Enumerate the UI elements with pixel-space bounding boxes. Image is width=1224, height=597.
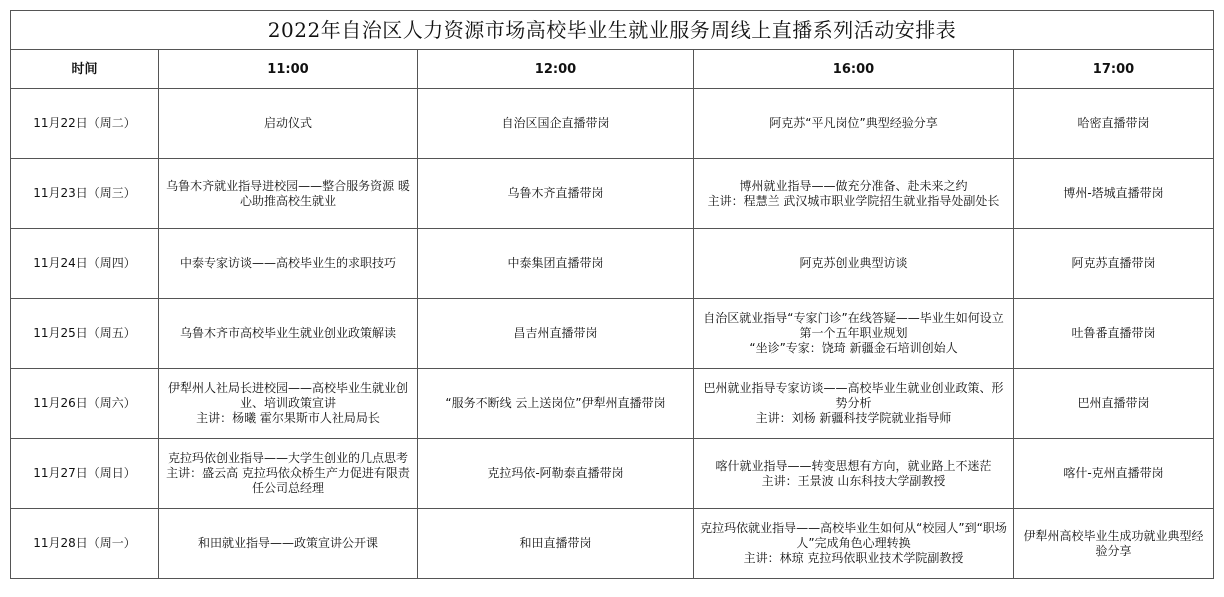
column-header-1600: 16:00 [694, 50, 1014, 89]
cell-1600 [694, 439, 1014, 509]
table-row [11, 439, 1214, 509]
activity-text: 哈密直播带岗 [1077, 116, 1150, 130]
cell-1100 [159, 299, 418, 369]
cell-1700 [1014, 369, 1214, 439]
activity-text: 博州-塔城直播带岗 [1063, 186, 1164, 200]
activity-text: “服务不断线 云上送岗位”伊犁州直播带岗 [445, 396, 666, 410]
table-title: 2022年自治区人力资源市场高校毕业生就业服务周线上直播系列活动安排表 [11, 11, 1214, 50]
activity-text: 昌吉州直播带岗 [513, 326, 598, 340]
table-row [11, 509, 1214, 579]
activity-text: 克拉玛依就业指导——高校毕业生如何从“校园人”到“职场人”完成角色心理转换 [700, 521, 1007, 550]
activity-text: 阿克苏直播带岗 [1071, 256, 1156, 270]
column-header-1700: 17:00 [1014, 50, 1214, 89]
cell-1200 [418, 89, 694, 159]
cell-1700 [1014, 159, 1214, 229]
cell-1200 [418, 229, 694, 299]
activity-text: 自治区国企直播带岗 [501, 116, 610, 130]
column-header-1100: 11:00 [159, 50, 418, 89]
activity-text: 和田直播带岗 [519, 536, 592, 550]
speaker-text: 主讲：林琼 克拉玛依职业技术学院副教授 [743, 551, 964, 565]
activity-text: 阿克苏“平凡岗位”典型经验分享 [769, 116, 938, 130]
activity-text: 克拉玛依创业指导——大学生创业的几点思考 [167, 451, 408, 465]
cell-1700 [1014, 509, 1214, 579]
activity-text: 巴州直播带岗 [1077, 396, 1150, 410]
cell-1700 [1014, 89, 1214, 159]
cell-1100 [159, 439, 418, 509]
activity-text: 阿克苏创业典型访谈 [799, 256, 908, 270]
speaker-text: 主讲：杨曦 霍尔果斯市人社局局长 [196, 411, 380, 425]
cell-1200 [418, 439, 694, 509]
column-header-time: 时间 [11, 50, 159, 89]
schedule-body [11, 11, 1214, 579]
speaker-text: 主讲：盛云高 克拉玛依众桥生产力促进有限责任公司总经理 [166, 466, 410, 495]
cell-1100 [159, 89, 418, 159]
cell-1600 [694, 159, 1014, 229]
cell-1100 [159, 159, 418, 229]
activity-text: 喀什就业指导——转变思想有方向，就业路上不迷茫 [715, 458, 992, 473]
speaker-text: 主讲：王景波 山东科技大学副教授 [761, 473, 946, 488]
activity-text: 博州就业指导——做充分准备、赴未来之约 [739, 178, 968, 193]
speaker-text: “坐诊”专家：饶琦 新疆金石培训创始人 [749, 341, 958, 355]
table-row [11, 229, 1214, 299]
date-cell: 11月23日（周三） [11, 159, 159, 229]
column-header-1200: 12:00 [418, 50, 694, 89]
speaker-text: 主讲：刘杨 新疆科技学院就业指导师 [755, 411, 952, 425]
cell-1600 [694, 89, 1014, 159]
activity-text: 乌鲁木齐市高校毕业生就业创业政策解读 [179, 326, 396, 340]
table-row [11, 299, 1214, 369]
cell-1100 [159, 369, 418, 439]
cell-1600 [694, 369, 1014, 439]
activity-text: 启动仪式 [263, 116, 312, 130]
cell-1600 [694, 509, 1014, 579]
cell-1700 [1014, 229, 1214, 299]
cell-1600 [694, 299, 1014, 369]
activity-text: 乌鲁木齐就业指导进校园——整合服务资源 暖心助推高校生就业 [166, 178, 410, 208]
cell-1700 [1014, 299, 1214, 369]
cell-1100 [159, 229, 418, 299]
schedule-table [10, 10, 1214, 579]
table-row [11, 159, 1214, 229]
date-cell: 11月25日（周五） [11, 299, 159, 369]
table-row [11, 89, 1214, 159]
cell-1200 [418, 509, 694, 579]
cell-1100 [159, 509, 418, 579]
date-cell: 11月22日（周二） [11, 89, 159, 159]
activity-text: 伊犁州人社局长进校园——高校毕业生就业创业、培训政策宣讲 [167, 381, 408, 410]
activity-text: 伊犁州高校毕业生成功就业典型经验分享 [1023, 528, 1204, 558]
activity-text: 乌鲁木齐直播带岗 [507, 186, 604, 200]
activity-text: 巴州就业指导专家访谈——高校毕业生就业创业政策、形势分析 [703, 381, 1004, 410]
date-cell: 11月26日（周六） [11, 369, 159, 439]
cell-1700 [1014, 439, 1214, 509]
title-row [11, 11, 1214, 50]
activity-text: 喀什-克州直播带岗 [1063, 466, 1164, 480]
schedule-sheet [10, 10, 1213, 579]
date-cell: 11月27日（周日） [11, 439, 159, 509]
date-cell: 11月24日（周四） [11, 229, 159, 299]
activity-text: 中泰专家访谈——高校毕业生的求职技巧 [179, 256, 396, 270]
cell-1600 [694, 229, 1014, 299]
date-cell: 11月28日（周一） [11, 509, 159, 579]
activity-text: 自治区就业指导“专家门诊”在线答疑——毕业生如何设立第一个五年职业规划 [703, 311, 1004, 340]
activity-text: 吐鲁番直播带岗 [1071, 326, 1156, 340]
activity-text: 中泰集团直播带岗 [507, 256, 604, 270]
activity-text: 克拉玛依-阿勒泰直播带岗 [487, 466, 624, 480]
cell-1200 [418, 369, 694, 439]
table-row [11, 369, 1214, 439]
activity-text: 和田就业指导——政策宣讲公开课 [197, 536, 378, 550]
cell-1200 [418, 159, 694, 229]
header-row [11, 50, 1214, 89]
speaker-text: 主讲：程慧兰 武汉城市职业学院招生就业指导处副处长 [707, 193, 1000, 208]
cell-1200 [418, 299, 694, 369]
